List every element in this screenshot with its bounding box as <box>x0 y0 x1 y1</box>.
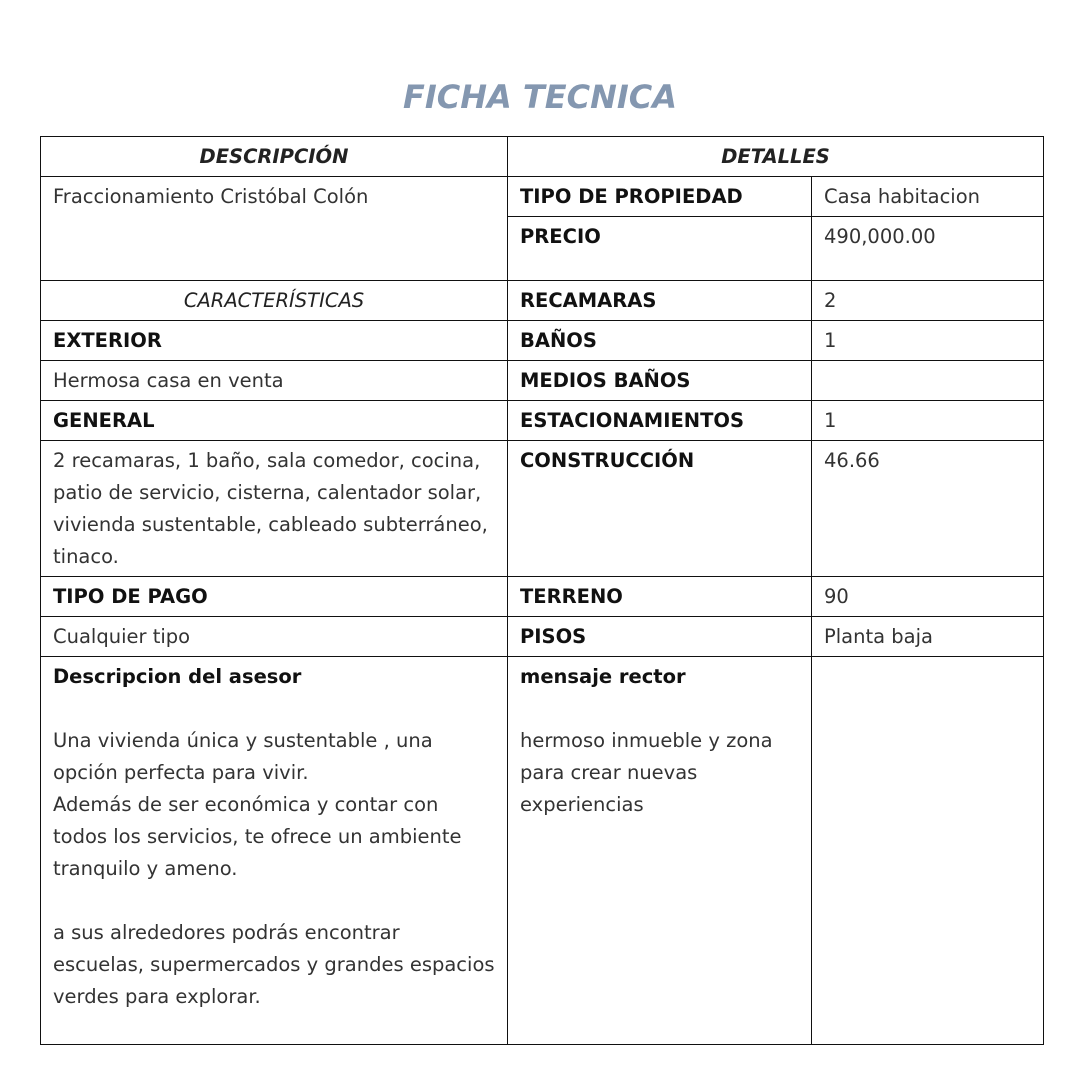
general-label: GENERAL <box>41 401 508 441</box>
tipo-pago-label: TIPO DE PAGO <box>41 577 508 617</box>
spacer <box>53 693 495 725</box>
table-row <box>41 177 1044 217</box>
tipo-pago-value: Cualquier tipo <box>41 617 508 657</box>
precio-value: 490,000.00 <box>812 217 1044 281</box>
medios-banos-value <box>812 361 1044 401</box>
banos-label: BAÑOS <box>508 321 812 361</box>
caracteristicas-heading: CARACTERÍSTICAS <box>41 281 508 321</box>
table-row <box>41 361 1044 401</box>
header-row <box>41 137 1044 177</box>
table-row <box>41 321 1044 361</box>
construccion-value: 46.66 <box>812 441 1044 577</box>
recamaras-label: RECAMARAS <box>508 281 812 321</box>
exterior-value: Hermosa casa en venta <box>41 361 508 401</box>
table-row <box>41 657 1044 1045</box>
mensaje-label: mensaje rector <box>520 665 686 688</box>
spacer <box>53 885 495 917</box>
terreno-label: TERRENO <box>508 577 812 617</box>
tipo-propiedad-label: TIPO DE PROPIEDAD <box>508 177 812 217</box>
location-cell: Fraccionamiento Cristóbal Colón <box>41 177 508 281</box>
asesor-paragraph-1: Una vivienda única y sustentable , una opción perfecta para vivir. <box>53 729 433 784</box>
medios-banos-label: MEDIOS BAÑOS <box>508 361 812 401</box>
spacer <box>520 693 799 725</box>
table-row <box>41 617 1044 657</box>
recamaras-value: 2 <box>812 281 1044 321</box>
empty-cell <box>812 657 1044 1045</box>
tipo-propiedad-value: Casa habitacion <box>812 177 1044 217</box>
estacionamientos-label: ESTACIONAMIENTOS <box>508 401 812 441</box>
header-descripcion: DESCRIPCIÓN <box>41 137 508 177</box>
ficha-tecnica-table <box>40 136 1044 1045</box>
table-row <box>41 281 1044 321</box>
header-detalles: DETALLES <box>508 137 1044 177</box>
asesor-paragraph-2: Además de ser económica y contar con todos los servicios, te ofrece un ambiente tranquilo y ameno. <box>53 793 462 880</box>
table-row <box>41 401 1044 441</box>
asesor-paragraph-3: a sus alrededores podrás encontrar escuelas, supermercados y grandes espacios verdes para explorar. <box>53 921 495 1008</box>
table-row <box>41 577 1044 617</box>
page-title: FICHA TECNICA <box>402 78 678 116</box>
table-row <box>41 441 1044 577</box>
general-value: 2 recamaras, 1 baño, sala comedor, cocina, patio de servicio, cisterna, calentador solar, vivienda sustentable, cableado subterráneo, tinaco. <box>41 441 508 577</box>
construccion-label: CONSTRUCCIÓN <box>508 441 812 577</box>
asesor-label: Descripcion del asesor <box>53 665 302 688</box>
mensaje-cell <box>508 657 812 1045</box>
banos-value: 1 <box>812 321 1044 361</box>
precio-label: PRECIO <box>508 217 812 281</box>
terreno-value: 90 <box>812 577 1044 617</box>
exterior-label: EXTERIOR <box>41 321 508 361</box>
estacionamientos-value: 1 <box>812 401 1044 441</box>
pisos-value: Planta baja <box>812 617 1044 657</box>
pisos-label: PISOS <box>508 617 812 657</box>
mensaje-value: hermoso inmueble y zona para crear nuevas experiencias <box>520 729 773 816</box>
asesor-cell <box>41 657 508 1045</box>
